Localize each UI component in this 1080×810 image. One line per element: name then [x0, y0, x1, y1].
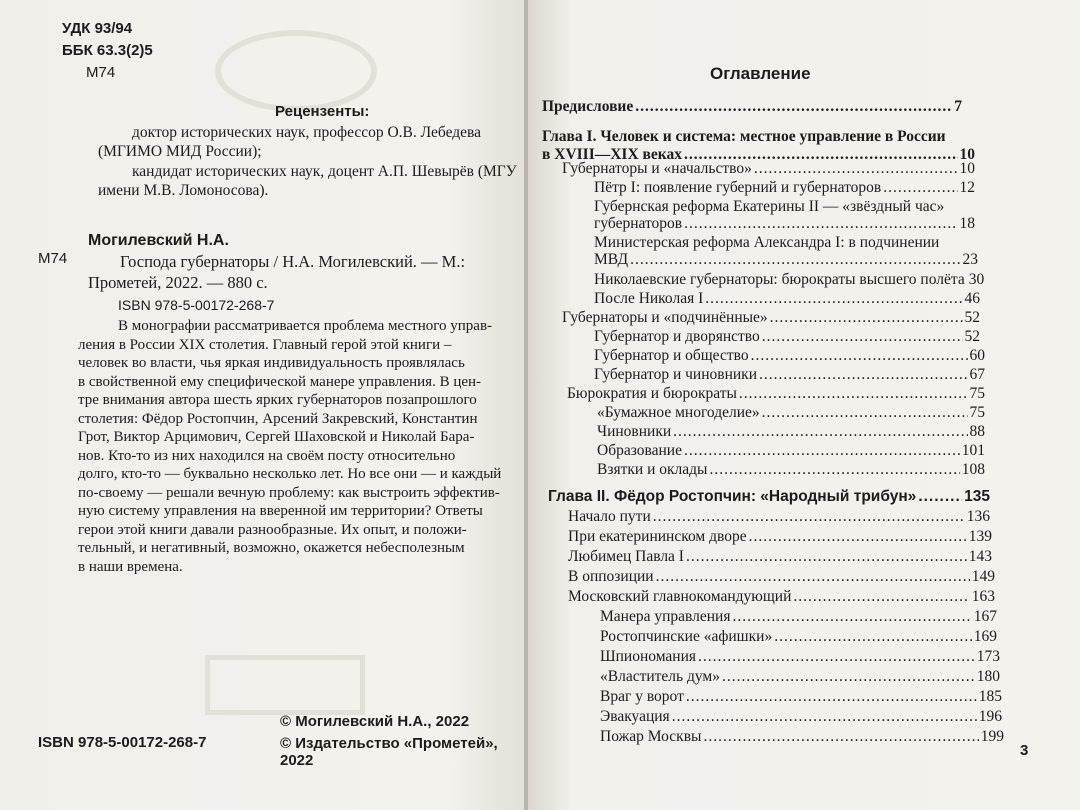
toc-leader-dots [770, 309, 963, 327]
abstract [78, 317, 518, 576]
toc-entry-page: 199 [980, 728, 1004, 745]
toc-entry [594, 366, 985, 384]
toc-entry-title: В оппозиции [568, 568, 654, 585]
abstract-line: столетия: Фёдор Ростопчин, Арсений Закревский, Константин [78, 410, 478, 427]
author-mark-code: М74 [86, 64, 116, 81]
toc-entry-page: 52 [964, 328, 980, 345]
toc-entry-title: Любимец Павла I [568, 548, 684, 565]
toc-entry [600, 628, 997, 646]
toc-entry-title: Николаевские губернаторы: бюрократы высшего полёта [594, 271, 965, 288]
toc-entry [594, 251, 978, 269]
toc-entry [568, 568, 995, 586]
toc-entry-title: Глава II. Фёдор Ростопчин: «Народный трибун» [548, 488, 917, 505]
show-through-logo-icon [215, 30, 377, 112]
toc-entry-page: 18 [959, 215, 975, 232]
toc-entry-title: губернаторов [594, 215, 683, 232]
toc-entry-title: Министерская реформа Александра I: в подчинении [594, 234, 940, 251]
toc-leader-dots [705, 290, 962, 308]
toc-entry-title: Губернаторы и «подчинённые» [562, 309, 768, 326]
toc-entry-title: Манера управления [600, 608, 731, 625]
toc-leader-dots [749, 528, 967, 546]
toc-leader-dots [759, 366, 968, 384]
toc-entry-page: 46 [964, 290, 980, 307]
toc-entry-title: Губернатор и дворянство [594, 328, 760, 345]
toc-leader-dots [698, 648, 975, 666]
udc-code: УДК 93/94 [62, 20, 133, 37]
toc-leader-dots [686, 548, 967, 566]
show-through-logo-bottom-icon [205, 655, 365, 715]
bibliographic-line: Прометей, 2022. — 880 с. [88, 273, 268, 292]
toc-entry-page: 143 [968, 548, 992, 565]
reviewer-line: кандидат исторических наук, доцент А.П. Шевырёв (МГУ [132, 163, 517, 180]
toc-entry-page: 101 [961, 442, 985, 459]
toc-leader-dots [686, 688, 977, 706]
toc-leader-dots [722, 668, 975, 686]
left-page [0, 0, 526, 810]
toc-entry-title: Ростопчинские «афишки» [600, 628, 773, 645]
toc-entry-title: Образование [597, 442, 682, 459]
bbk-code: ББК 63.3(2)5 [62, 42, 153, 59]
toc-entry [600, 708, 1002, 726]
toc-entry-page: 60 [969, 347, 985, 364]
author-heading: Могилевский Н.А. [88, 232, 229, 249]
toc-leader-dots [793, 588, 969, 606]
toc-entry-title: После Николая I [594, 290, 704, 307]
toc-entry [597, 423, 985, 441]
abstract-line: ную систему управления на вверенной им территории? Ответы [78, 503, 483, 519]
abstract-line: тельный, и негативный, возможно, окажется небесполезным [78, 540, 465, 556]
abstract-line: ления в России XIX столетия. Главный герой этой книги – [78, 336, 452, 353]
toc-leader-dots [732, 608, 971, 626]
toc-entry-title: Пётр I: появление губерний и губернаторов [594, 179, 882, 196]
toc-entry-title: Губернская реформа Екатерины II — «звёздный час» [594, 198, 945, 215]
toc-leader-dots [673, 423, 967, 441]
toc-entry-page: 10 [959, 146, 975, 163]
toc-entry [600, 728, 1004, 746]
toc-leader-dots [684, 442, 960, 460]
toc-entry-page: 75 [969, 385, 985, 402]
toc-entry-title: в XVIII—XIX веках [542, 146, 682, 163]
toc-entry-page: 67 [969, 366, 985, 383]
copyright-author: © Могилевский Н.А., 2022 [280, 713, 470, 730]
toc-entry-page: 185 [978, 688, 1002, 705]
abstract-line: долго, кто-то — буквально несколько лет. Но все они — и каждый [78, 466, 502, 482]
toc-entry [568, 508, 990, 526]
toc-entry-page: 180 [976, 668, 1000, 685]
toc-entry [594, 179, 975, 197]
toc-entry [594, 347, 985, 365]
toc-entry-page: 75 [969, 404, 985, 421]
abstract-line: человек во власти, чья яркая индивидуальность проявлялась [78, 355, 465, 371]
toc-leader-dots [684, 215, 957, 233]
abstract-line: в наши времена. [78, 558, 183, 575]
toc-entry [562, 160, 975, 178]
margin-code: М74 [38, 250, 68, 267]
toc-entry [542, 98, 962, 116]
toc-entry [567, 385, 985, 403]
toc-entry-title: Бюрократия и бюрократы [567, 385, 737, 402]
toc-entry-page: 149 [971, 568, 995, 585]
toc-entry-page: 196 [978, 708, 1002, 725]
abstract-line: тре внимания автора шесть ярких губернаторов позапрошлого [78, 392, 477, 408]
toc-entry-title: Предисловие [542, 98, 634, 115]
toc-leader-dots [751, 347, 968, 365]
toc-leader-dots [883, 179, 957, 197]
toc-entry-page: 173 [976, 648, 1000, 665]
isbn-bottom: ISBN 978-5-00172-268-7 [38, 734, 207, 751]
toc-entry-title: «Властитель дум» [600, 668, 720, 685]
toc-entry [600, 688, 1002, 706]
page-number: 3 [1020, 742, 1029, 759]
toc-entry-title: Губернатор и чиновники [594, 366, 757, 383]
toc-entry [568, 528, 992, 546]
toc-entry-title: Враг у ворот [600, 688, 684, 705]
toc-entry [594, 215, 975, 233]
toc-entry-page: 12 [959, 179, 975, 196]
toc-leader-dots [635, 98, 952, 116]
toc-leader-dots [703, 728, 978, 746]
toc-entry [600, 608, 997, 626]
copyright-publisher: © Издательство «Прометей», 2022 [280, 735, 498, 769]
toc-entry [548, 488, 990, 506]
toc-leader-dots [653, 508, 965, 526]
reviewers-title: Рецензенты: [275, 103, 370, 120]
toc-entry-title: Губернаторы и «начальство» [562, 160, 752, 177]
toc-entry-page: 167 [973, 608, 997, 625]
isbn: ISBN 978-5-00172-268-7 [118, 297, 275, 313]
abstract-line: нов. Кто-то из них находился на своём посту относительно [78, 447, 456, 464]
reviewer-line: имени М.В. Ломоносова). [98, 182, 269, 199]
toc-entry-title: Начало пути [568, 508, 651, 525]
abstract-line: по-своему — решали вечную проблему: как выстроить эффектив- [78, 484, 500, 501]
toc-entry-title: Чиновники [597, 423, 672, 440]
toc-leader-dots [774, 628, 972, 646]
toc-entry [600, 668, 1000, 686]
toc-entry [597, 442, 985, 460]
toc-leader-dots [630, 251, 960, 269]
toc-entry-title: Глава I. Человек и система: местное управление в России [542, 128, 946, 145]
reviewer-line: (МГИМО МИД России); [98, 143, 262, 160]
toc-leader-dots [754, 160, 958, 178]
toc-entry-page: 52 [964, 309, 980, 326]
toc-entry [594, 290, 980, 308]
toc-entry-title: Шпиономания [600, 648, 697, 665]
toc-entry-page: 108 [961, 461, 985, 478]
toc-leader-dots [739, 385, 968, 403]
toc-entry [562, 309, 980, 327]
toc-entry-page: 169 [973, 628, 997, 645]
toc-leader-dots [672, 708, 977, 726]
toc-entry [597, 461, 985, 479]
toc-entry-page: 136 [966, 508, 990, 525]
toc-leader-dots [656, 568, 970, 586]
toc-entry-page: 7 [954, 98, 962, 115]
toc-leader-dots [762, 328, 963, 346]
abstract-line: Грот, Виктор Арцимович, Сергей Шаховской и Николай Бара- [78, 429, 475, 445]
toc-entry-title: Губернатор и общество [594, 347, 749, 364]
toc-entry [568, 588, 995, 606]
abstract-line: герои этой книги давали разнообразные. Их опыт, и положи- [78, 521, 467, 538]
toc-title: Оглавление [710, 64, 811, 83]
toc-entry-page: 23 [962, 251, 978, 268]
toc-entry [594, 328, 980, 346]
toc-entry [600, 648, 1000, 666]
toc-entry-title: Московский главнокомандующий [568, 588, 792, 605]
toc-entry-title: Взятки и оклады [597, 461, 708, 478]
toc-entry-page: 163 [971, 588, 995, 605]
toc-entry-page: 10 [959, 160, 975, 177]
toc-entry-page: 135 [964, 488, 990, 505]
toc-entry [594, 271, 985, 289]
toc-entry-page: 139 [968, 528, 992, 545]
abstract-line: В монографии рассматривается проблема местного управ- [118, 318, 493, 334]
toc-entry [597, 404, 985, 422]
toc-leader-dots [709, 461, 959, 479]
toc-entry-page: 30 [968, 271, 985, 288]
abstract-line: в свойственной ему специфической манере управления. В цен- [78, 373, 482, 390]
toc-entry-title: Пожар Москвы [600, 728, 702, 745]
reviewer-line: доктор исторических наук, профессор О.В. Лебедева [132, 124, 482, 141]
bibliographic-line: Господа губернаторы / Н.А. Могилевский. — М.: [120, 252, 466, 271]
toc-entry-page: 88 [969, 423, 985, 440]
toc-leader-dots [918, 488, 962, 506]
toc-leader-dots [762, 404, 968, 422]
toc-entry [568, 548, 992, 566]
toc-entry-title: МВД [594, 251, 629, 268]
toc-entry-title: Эвакуация [600, 708, 670, 725]
toc-entry-title: При екатерининском дворе [568, 528, 747, 545]
toc-entry-title: «Бумажное многоделие» [597, 404, 760, 421]
